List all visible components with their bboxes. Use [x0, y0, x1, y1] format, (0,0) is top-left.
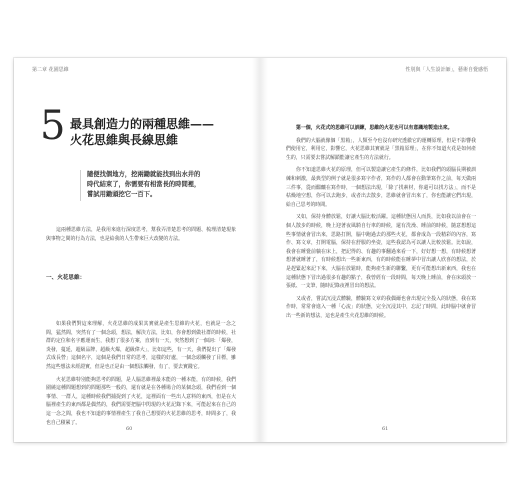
section-heading: 一、火花思維： — [46, 275, 86, 281]
left-paragraph-1: 如果我們對這來理解，火花思維的成果其實就是產生思維的火花，也就是一念之間，猛然間，突然有了一個念頭，想法，解決方法，比如，你會想到做社群的時候，社群的定位和名字應運而生，我想了很多方案，直到有一天，突然想到了一個詞：「爆發，炎發，蔓延，超級品牌，超級火爆，超級偉大」，比如這些，有一天，我們提出了「爆發式成長營」這個名字，這個是我們日常的思考，這樣的好處，一個念頭觸發了目標，雖然這些想法未經證實，但是也正是由一個想法觸發，有了，要去實踐它。 — [46, 321, 236, 370]
left-page-number: 60 — [126, 426, 133, 432]
pull-quote-line-2: 時代結束了，你需要有相當長的時間裡， — [87, 181, 201, 189]
chapter-title-line-1: 最具創造力的兩種思維—— — [70, 117, 215, 131]
intro-paragraph: 這兩種思維方法，是我用來進行深度思考，幫我弄清楚思考的問題、梳理清楚現象與事物之間的行為方法，也是給我的人生帶來巨大改變的方法。 — [46, 227, 236, 242]
right-paragraph-1: 我們的大腦就像個「黑箱」，人類至今也沒有研究透徹它的運轉原理，但是不影響我們使用它，利用它，影響它，火花思維其實就是「黑箱原理」，在你不知道火花是如何產生的，只需要去嘗試解鎖能讓它產生的方法就行。 — [286, 137, 476, 161]
right-paragraph-2: 你不知道思維火花的原理，但可以製造讓它產生的條件，比如我們的頭腦長期被訓練和刺激，最典型的例子就是很多寫字作者，寫作的人都會在動筆寫作之前，每天做兩三件事，從而醞釀在寫作時，一個想法出現，「除了找素材，你還可以找方法」，而不是枯燥地空想，你可以去跑步，或者出去散步，思維就會冒出來了，你也能讓它們出現，給自己思考的時間。 — [286, 167, 476, 208]
right-lead-paragraph: 第一個，火花式的思維可以訓練，思維的火花也可以有意識地製造出來。 — [296, 125, 453, 131]
intro-text — [46, 226, 236, 247]
pull-quote-line-3: 嘗試用鋤頭挖它一百下。 — [87, 191, 157, 199]
chapter-number: 5 — [40, 103, 66, 149]
chapter-title — [70, 116, 250, 148]
pull-quote — [80, 170, 237, 201]
left-paragraph-2: 火花思維特別能夠思考的問題，是人腦思維裡最本能的一種本能，有的時候，我們圍繞這種問題想到的問題那些一般的，還有就是在各種場合的某個念頭，我們看到一個事情、一群人，這種時候我們捕捉到了火花，這裡面有一些出人意料的東西，但是在大腦裡產生的東西都是偶然的，我們需要把腦中閃現的火花記錄下來，可能起來在自己的這一念之間，我也不知道的事情裡產生了我自己想要的火花思維的思考，時間多了，我也自己積累了。 — [46, 376, 236, 426]
right-running-header: 性別與「人生設計師」，藝術自覺感悟 — [405, 67, 488, 73]
right-paragraph-4: 又或者，嘗試沉浸式體驗，體驗寫文章的我偶爾也會出現完全投入的狀態，我在寫作時，常常會進入一種「心流」的狀態，完全沉浸其中，忘記了時間，此時腦中就會冒出一些新的想法，這也是產生火花思維的時候。 — [286, 295, 476, 319]
left-page — [14, 58, 260, 442]
pull-quote-line-1: 隨便找個地方，挖兩鋤就能找到出水井的 — [87, 171, 201, 178]
right-page — [260, 58, 506, 442]
left-running-header: 第二章 花園思維 — [32, 67, 69, 73]
right-paragraph-3: 又如，保持身體放鬆，好讓大腦比較活躍。這種狀態因人而異，比如我以前會在一個人散步的時候，晚上迎著夜風騎自行車的時候，還有洗澡、睡前的時候，隨意想想這些事情就會冒出來，思路打開，腦中跑過去的那些火花，都會成為一段精彩的內容，寫作、寫文章，打開電腦，保持在舒服的坐姿，這些我認為可以讓人比較放鬆。比如說，我會在睡覺前躺在床上，把記得的、有趣的事翻過來看一下，好好想一想，有時候想著想著就睡著了，有時候想出一些新東西，有的時候能在睡夢中冒出讓人欣喜的想法，於是趕緊起來記下來，大腦在放鬆時，能夠產生新的聯繫，更有可能想出新東西，我也在這種狀態下冒出過很多有趣的點子，我曾經有一段時間，每天晚上睡前，會在床頭放一張紙、一支筆，隨時記錄夜裡冒出的想法。 — [286, 214, 476, 290]
book-spread — [14, 58, 506, 442]
left-body-text — [46, 320, 236, 431]
right-page-number: 61 — [382, 426, 389, 432]
right-body-text — [286, 124, 476, 324]
chapter-title-line-2: 火花思維與長線思維 — [70, 133, 179, 147]
